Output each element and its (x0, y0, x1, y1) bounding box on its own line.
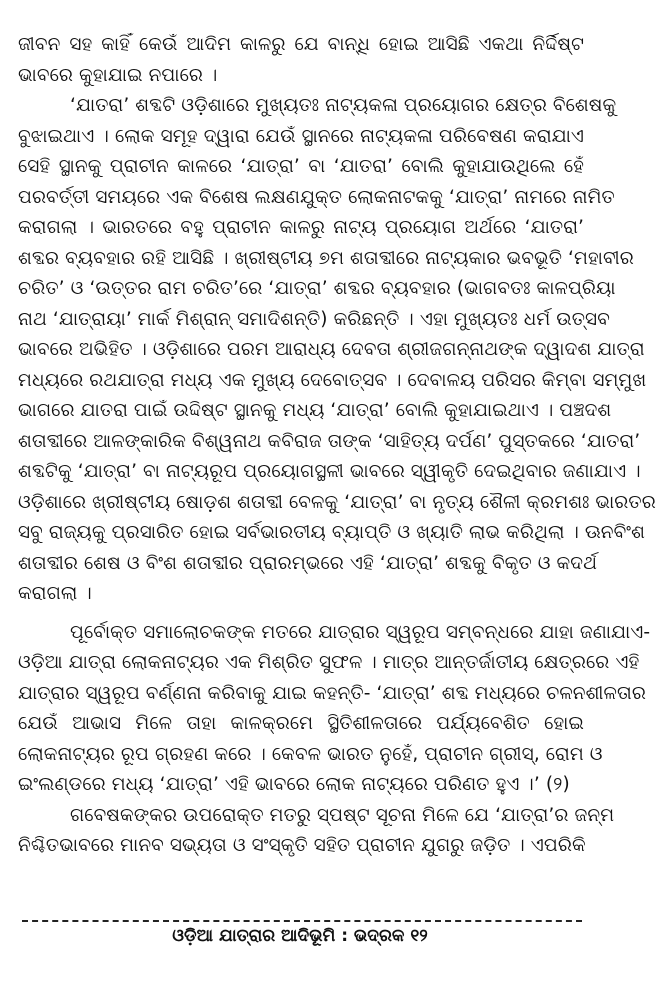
text-line: କରାଗଲା । (18, 583, 92, 604)
text-line: ଲୋକନାଟ୍ୟର ରୂପ ଗ୍ରହଣ କରେ । କେବଳ ଭାରତ ନୁହେଁ, ପ୍ରାଚୀନ ଗ୍ରୀସ୍, ରୋମ ଓ (18, 743, 603, 765)
text-line: ସବୁ ରାଜ୍ୟକୁ ପ୍ରସାରିତ ହୋଇ ସର୍ବଭାରତୀୟ ବ୍ୟାପ୍ତି ଓ ଖ୍ୟାତି ଲାଭ କରିଥିଲା । ଊନବିଂଶ (18, 522, 645, 543)
text-line: ଇଂଲଣ୍ଡରେ ମଧ୍ୟ ‘ଯାତ୍ରା’ ଏହି ଭାବରେ ଲୋକ ନାଟ୍ୟରେ ପରିଣତ ହୁଏ ।’ (୨) (18, 774, 570, 795)
page-footer: ଓଡ଼ିଆ ଯାତ୍ରାର ଆଦିଭୂମି : ଭଦ୍ରକ ୧୨ (172, 926, 428, 946)
text-line: ଶବ୍ଦଟିକୁ ‘ଯାତ୍ରା’ ବା ନାଟ୍ୟରୂପ ପ୍ରୟୋଗସ୍ଥଳୀ ଭାବରେ ସ୍ୱୀକୃତି ଦେଇଥିବାର ଜଣାଯାଏ । (18, 461, 641, 482)
text-line: ଓଡ଼ିଶାରେ ଖ୍ରୀଷ୍ଟୀୟ ଷୋଡ଼ଶ ଶତାବ୍ଦୀ ବେଳକୁ ‘ଯାତ୍ରା’ ବା ନୃତ୍ୟ ଶୈଳୀ କ୍ରମଶଃ ଭାରତର (18, 491, 656, 513)
text-line: ଭାଗରେ ଯାତରା ପାଇଁ ଉଦ୍ଦିଷ୍ଟ ସ୍ଥାନକୁ ମଧ୍ୟ ‘ଯାତ୍ରା’ ବୋଲି କୁହାଯାଇଥାଏ । ପଞ୍ଚଦଶ (18, 400, 612, 421)
text-line: ଯେଉଁ ଆଭାସ ମିଳେ ତାହା କାଳକ୍ରମେ ସ୍ଥିତିଶୀଳତାରେ ପର୍ଯ୍ୟବେଶିତ ହୋଇ (18, 713, 584, 734)
text-line: ନିଶ୍ଚିତଭାବରେ ମାନବ ସଭ୍ୟତା ଓ ସଂସ୍କୃତି ସହିତ ପ୍ରାଚୀନ ଯୁଗରୁ ଜଡ଼ିତ । ଏପରିକି (18, 835, 586, 856)
text-line: ଭାବରେ ଅଭିହିତ । ଓଡ଼ିଶାରେ ପରମ ଆରାଧ୍ୟ ଦେବତା ଶ୍ରୀଜଗନ୍ନାଥଙ୍କ ଦ୍ୱାଦଶ ଯାତ୍ରା (18, 339, 645, 360)
text-line: ଶବ୍ଦର ବ୍ୟବହାର ରହି ଆସିଛି । ଖ୍ରୀଷ୍ଟୀୟ ୭ମ ଶତାବ୍ଦୀରେ ନାଟ୍ୟକାର ଭବଭୂତି ‘ମହାବୀର (18, 247, 634, 269)
text-line: ଗବେଷକଙ୍କର ଉପରୋକ୍ତ ମତରୁ ସ୍ପଷ୍ଟ ସୂଚନା ମିଳେ ଯେ ‘ଯାତ୍ରା’ର ଜନ୍ମ (70, 804, 615, 826)
text-line: ନାଥ ‘ଯାତ୍ରାୟା’ ମାର୍କ ମିଶ୍ରାନ୍ ସମାଦିଶନ୍ତି) କରିଛନ୍ତି । ଏହା ମୁଖ୍ୟତଃ ଧର୍ମ ଉତ୍ସବ (18, 308, 610, 330)
text-line: ଜୀବନ ସହ କାହିଁ କେଉଁ ଆଦିମ କାଳରୁ ଯେ ବାନ୍ଧି ହୋଇ ଆସିଛି ଏକଥା ନିର୍ଦ୍ଦିଷ୍ଟ (18, 34, 584, 55)
text-line: ଶତାବ୍ଦୀରେ ଆଳଙ୍କାରିକ ବିଶ୍ୱନାଥ କବିରାଜ ତାଙ୍କ ‘ସାହିତ୍ୟ ଦର୍ପଣ’ ପୁସ୍ତକରେ ‘ଯାତରା’ (18, 430, 641, 452)
footer-divider (22, 920, 582, 922)
text-line: ଚରିତ’ ଓ ‘ଉତ୍ତର ରାମ ଚରିତ’ରେ ‘ଯାତ୍ରା’ ଶବ୍ଦର ବ୍ୟବହାର (ଭାଗବତଃ କାଳପ୍ରିୟା (18, 278, 616, 299)
text-line: ‘ଯାତରା’ ଶବ୍ଦଟି ଓଡ଼ିଶାରେ ମୁଖ୍ୟତଃ ନାଟ୍ୟକଳା ପ୍ରୟୋଗର କ୍ଷେତ୍ର ବିଶେଷକୁ (70, 95, 617, 116)
text-line: ବୁଝାଇଥାଏ । ଲୋକ ସମୂହ ଦ୍ୱାରା ଯେଉଁ ସ୍ଥାନରେ ନାଟ୍ୟକଳା ପରିବେଷଣ କରାଯାଏ (18, 125, 584, 147)
text-line: ସେହି ସ୍ଥାନକୁ ପ୍ରାଚୀନ କାଳରେ ‘ଯାତ୍ରା’ ବା ‘ଯାତରା’ ବୋଲି କୁହାଯାଉଥିଲେ ହେଁ (18, 156, 584, 177)
text-line: ଭାବରେ କୁହାଯାଇ ନପାରେ । (18, 64, 218, 86)
text-line: ଶତାବ୍ଦୀର ଶେଷ ଓ ବିଂଶ ଶତାବ୍ଦୀର ପ୍ରାରମ୍ଭରେ ଏହି ‘ଯାତ୍ରା’ ଶବ୍ଦକୁ ବିକୃତ ଓ କଦର୍ଥ (18, 552, 598, 574)
text-line: ପୂର୍ବୋକ୍ତ ସମାଲୋଚକଙ୍କ ମତରେ ଯାତ୍ରାର ସ୍ୱରୂପ ସମ୍ବନ୍ଧରେ ଯାହା ଜଣାଯାଏ- (70, 621, 651, 643)
text-line: କରାଗଲା । ଭାରତରେ ବହୁ ପ୍ରାଚୀନ କାଳରୁ ନାଟ୍ୟ ପ୍ରୟୋଗ ଅର୍ଥରେ ‘ଯାତରା’ (18, 217, 584, 238)
text-line: ଓଡ଼ିଆ ଯାତ୍ରା ଲୋକନାଟ୍ୟର ଏକ ମିଶ୍ରିତ ସୁଫଳ । ମାତ୍ର ଆନ୍ତର୍ଜାତୀୟ କ୍ଷେତ୍ରରେ ଏହି (18, 652, 640, 673)
text-line: ଯାତ୍ରାର ସ୍ୱରୂପ ବର୍ଣ୍ଣନା କରିବାକୁ ଯାଇ କହନ୍ତି- ‘ଯାତ୍ରା’ ଶବ୍ଦ ମଧ୍ୟରେ ଚଳନଶୀଳତାର (18, 682, 646, 704)
text-line: ମଧ୍ୟରେ ରଥଯାତ୍ରା ମଧ୍ୟ ଏକ ମୁଖ୍ୟ ଦେବୋତ୍ସବ । ଦେବାଳୟ ପରିସର କିମ୍ବା ସମ୍ମୁଖ (18, 369, 647, 391)
body-text (18, 30, 656, 862)
text-line: ପରବର୍ତ୍ତୀ ସମୟରେ ଏକ ବିଶେଷ ଲକ୍ଷଣଯୁକ୍ତ ଲୋକନାଟକକୁ ‘ଯାତ୍ରା’ ନାମରେ ନାମିତ (18, 186, 615, 208)
